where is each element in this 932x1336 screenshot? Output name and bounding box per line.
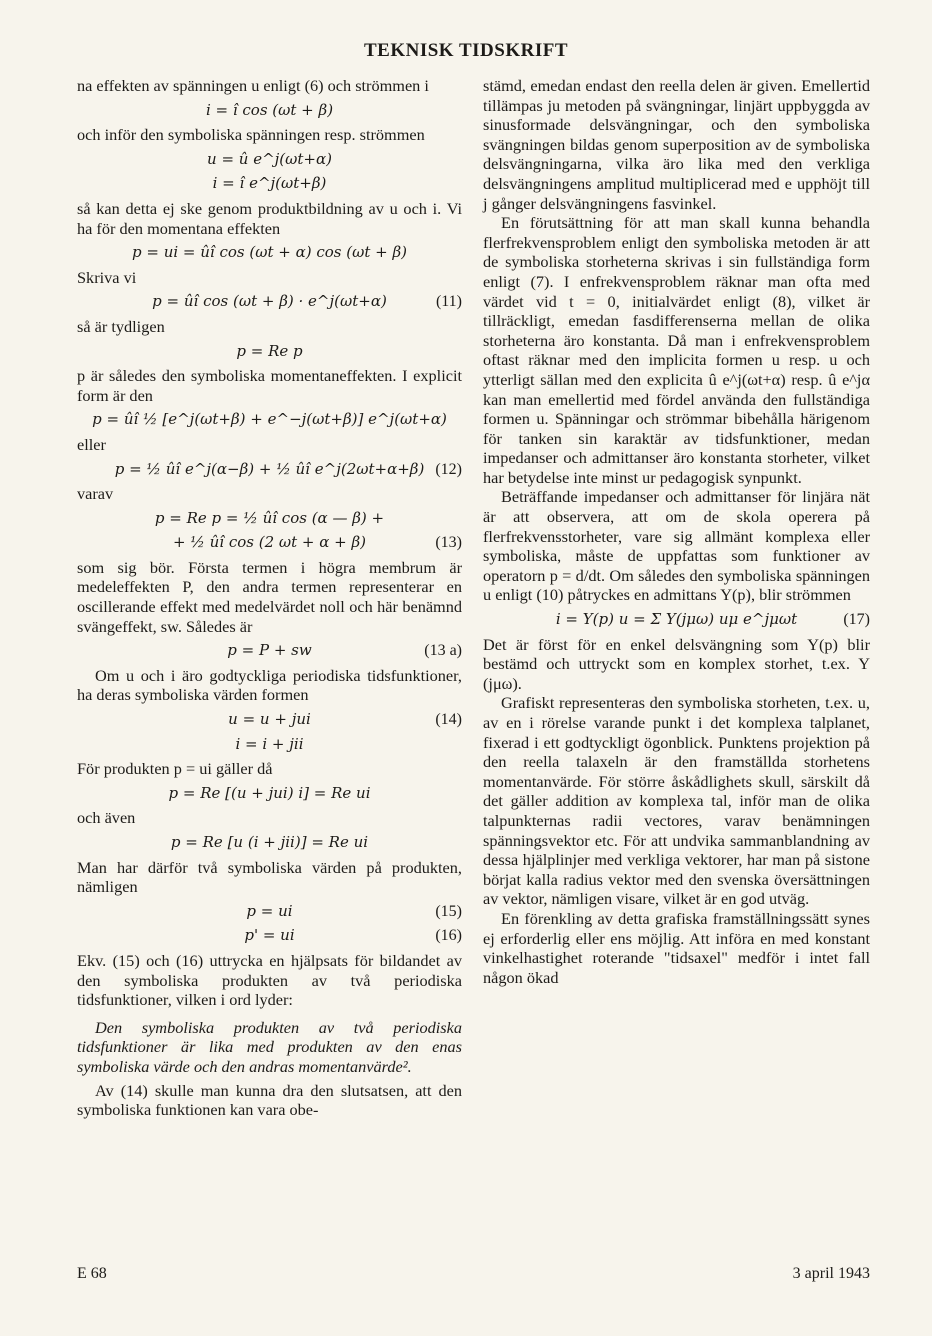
equation-body: p' = ui	[244, 926, 295, 945]
left-equation-13a	[77, 902, 462, 922]
equation-body: + ½ ûî cos (2 ωt + α + β)	[172, 533, 367, 552]
left-paragraph-10: Om u och i äro godtyckliga periodiska tidsfunktioner, ha deras symboliska värden formen	[77, 665, 462, 705]
equation-number: (14)	[435, 711, 462, 729]
left-paragraph-13: Man har därför två symboliska värden på produkten, nämligen	[77, 857, 462, 897]
left-equation-6: p = ûî ½ [e^j(ωt+β) + e^−j(ωt+β)] e^j(ωt+α)	[92, 410, 447, 429]
equation-body: p = ½ ûî e^j(α−β) + ½ ûî e^j(2ωt+α+β)	[114, 459, 425, 478]
right-paragraph-1: stämd, emedan endast den reella delen är given. Emellertid tillämpas ju metoden på svängningar, linjärt uppbyggda av sinusformade delsvängningar, och den symboliska svängningen bildas genom superposition av de symboliska delsvängningarna, vilka äro lika med den verkliga delsvängningens amplitud multiplicerad med e upphöjt till j gånger delsvängningens fasvinkel.	[483, 76, 870, 213]
equation-body: i = Y(p) u = Σ Y(jμω) uμ e^jμωt	[555, 610, 798, 629]
left-paragraph-4: Skriva vi	[77, 267, 137, 287]
right-paragraph-2: En förutsättning för att man skall kunna behandla flerfrekvensproblem enligt den symboliska metoden är att de symboliska storheterna skrivas i sin fullständiga form enligt (7). I enfrekvensproblem räknar man ofta med värdet vid t = 0, initialvärdet enligt (8), vilket är tillräckligt, emedan fasdifferenserna mellan de olika storheterna äro konstanta. Då man i enfrekvensproblem oftast räknar med den implicita formen u resp. u och ytterligt sällan med den explicita û e^j(ωt+α) resp. û e^jα kan man emellertid med fördel använda den fullständiga formen u. Spänningar och strömmar bibehålla härigenom för tanken sin karaktär av tidsfunktioner, medan impedanser och admittanser äro konstanta storheter, vilket har betydelse inte minst ur pedagogisk synpunkt.	[483, 213, 870, 487]
left-equation-11: p = Re [(u + jui) i] = Re ui	[168, 783, 371, 802]
right-paragraph-5: Grafiskt representeras den symboliska storheten, t.ex. u, av en i rörelse varande punkt i det komplexa talplanet, fixerad i ett godtyckligt ögonblick. Punktens projektion på den reella talaxeln är den framställda storhetens momentanvärde. För större åskådlighets skull, särskilt då det gäller addition av komplexa tal, inför man de olika talpunkternas radii vectores, varav benämningen spänningsvektor etc. För att undvika sammanblandning av dessa hjälplinjer med verkliga vektorer, har man på sistone börjat kalla radius vektor med den svenska översättningen av vektor, nämligen visare, vilket är en god utväg.	[483, 693, 870, 909]
left-paragraph-15: Den symboliska produkten av två periodiska tidsfunktioner är lika med produkten av den enas symboliska värde och den andras momentanvärde².	[77, 1017, 462, 1076]
left-equation-4	[77, 292, 462, 312]
left-column	[77, 76, 462, 1120]
left-paragraph-7: eller	[77, 434, 106, 454]
page-number: E 68	[77, 1265, 107, 1282]
left-equation-10a	[77, 710, 462, 730]
left-paragraph-5: så är tydligen	[77, 316, 165, 336]
equation-number: (13)	[435, 534, 462, 552]
left-paragraph-6: p är således den symboliska momentaneffekten. I explicit form är den	[77, 366, 462, 405]
left-equation-2a: u = û e^j(ωt+α)	[207, 149, 332, 168]
left-paragraph-2: och inför den symboliska spänningen resp. strömmen	[77, 125, 425, 145]
journal-header: TEKNISK TIDSKRIFT	[363, 40, 569, 61]
equation-number: (16)	[435, 927, 462, 945]
left-equation-3: p = ui = ûî cos (ωt + α) cos (ωt + β)	[132, 243, 407, 262]
equation-number: (12)	[435, 460, 462, 478]
right-column	[483, 76, 870, 987]
left-equation-12: p = Re [u (i + jii)] = Re ui	[170, 833, 369, 851]
equation-number: (15)	[435, 902, 462, 920]
left-paragraph-8: varav	[77, 484, 114, 504]
left-equation-8b	[77, 533, 462, 553]
right-equation-1	[483, 610, 870, 630]
equation-body: p = ui	[246, 901, 293, 920]
left-equation-8a: p = Re p = ½ ûî cos (α — β) +	[154, 508, 385, 527]
left-equation-13b	[77, 926, 462, 946]
left-paragraph-3: så kan detta ej ske genom produktbildning av u och i. Vi ha för den momentana effekten	[77, 198, 462, 238]
equation-number: (17)	[843, 611, 870, 629]
left-paragraph-11: För produkten p = ui gäller då	[77, 759, 273, 779]
right-paragraph-6: En förenkling av detta grafiska framställningssätt synes ej erforderlig eller ens möjlig. Att införa en med konstant vinkelhastighet roterande "tidsaxel" medför i intet fall någon ökad	[483, 908, 870, 987]
right-paragraph-4: Det är först för en enkel delsvängning som Y(p) blir bestämd och uttryckt som en komplex storhet, t.ex. Y (jμω).	[483, 634, 870, 693]
equation-number: (11)	[435, 293, 462, 311]
left-equation-1: i = î cos (ωt + β)	[205, 100, 334, 119]
issue-date: 3 april 1943	[792, 1265, 870, 1282]
left-equation-2b: i = î e^j(ωt+β)	[212, 174, 327, 193]
equation-body: p = P + sw	[227, 641, 312, 660]
left-paragraph-9: som sig bör. Första termen i högra membrum är medeleffekten P, den andra termen representerar en oscillerande effekt med medelvärdet noll och här benämnd svängeffekt, sw. Således är	[77, 557, 462, 636]
left-equation-10b: i = i + jii	[235, 734, 304, 753]
right-paragraph-3: Beträffande impedanser och admittanser för linjära nät är att observera, att om de skola operera på flerfrekvensstorheter, vare sig allmänt komplexa eller symboliska, måste de uppfattas som funktioner av operatorn p = d/dt. Om således den symboliska spänningen u enligt (10) påtryckes en admittans Y(p), blir strömmen	[483, 487, 870, 605]
equation-body: p = ûî cos (ωt + β) · e^j(ωt+α)	[152, 292, 387, 311]
left-equation-5: p = Re p	[236, 341, 303, 360]
left-paragraph-1: na effekten av spänningen u enligt (6) och strömmen i	[77, 76, 429, 95]
equation-body: u = u + jui	[228, 710, 311, 729]
left-paragraph-16: Av (14) skulle man kunna dra den slutsatsen, att den symboliska funktionen kan vara obe-	[77, 1080, 462, 1120]
left-paragraph-12: och även	[77, 808, 136, 828]
equation-number: (13 a)	[424, 642, 462, 660]
left-equation-7	[77, 460, 462, 480]
left-equation-9	[77, 641, 462, 661]
left-paragraph-14: Ekv. (15) och (16) uttrycka en hjälpsats för bildandet av den symboliska produkten av två periodiska tidsfunktioner, vilken i ord lyder:	[77, 950, 462, 1010]
